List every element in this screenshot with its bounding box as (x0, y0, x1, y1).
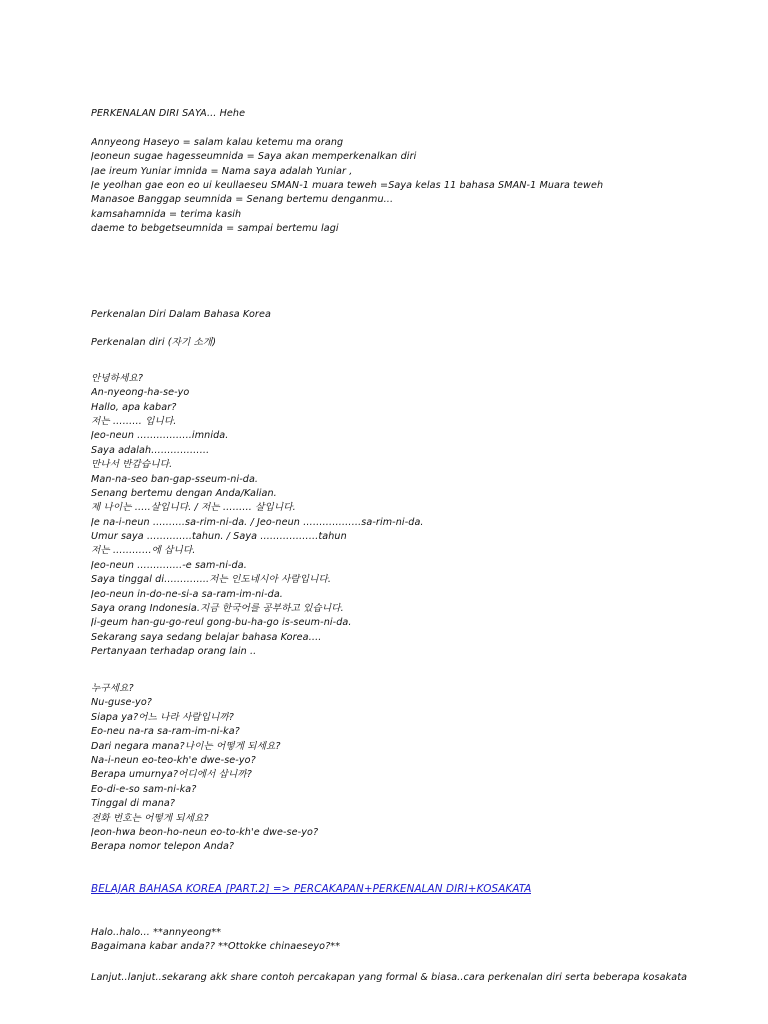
section-intro (91, 107, 603, 237)
text-line: Halo..halo… **annyeong** (91, 927, 222, 938)
text-line: An-nyeong-ha-se-yo (91, 387, 190, 399)
text-line: Ji-geum han-gu-go-reul gong-bu-ha-go is-seum-ni-da. (91, 617, 352, 629)
text-line: Hallo, apa kabar? (91, 401, 177, 413)
text-line: Berapa nomor telepon Anda? (91, 841, 235, 853)
text-line: Bagaimana kabar anda?? **Ottokke chinaeseyo?** (91, 941, 341, 953)
text-line: Saya tinggal di…………..저는 인도네시아 사람입니다. (91, 574, 332, 586)
text-line: daeme to bebgetseumnida = sampai bertemu lagi (91, 223, 339, 235)
text-line: Jeo-neun in-do-ne-si-a sa-ram-im-ni-da. (91, 588, 283, 600)
text-line: Lanjut..lanjut..sekarang akk share contoh percakapan yang formal & biasa..cara perkenalan diri serta beberapa kosakata (91, 971, 688, 983)
text-line: Je na-i-neun ……….sa-rim-ni-da. / Jeo-neun ………………sa-rim-ni-da. (91, 516, 424, 528)
section-conversation (91, 926, 687, 985)
text-line: Senang bertemu dengan Anda/Kalian. (91, 487, 277, 499)
text-line: 제 나이는 …..살입니다. / 저는 ……… 살입니다. (91, 502, 296, 514)
text-line: Saya orang Indonesia.지금 한국어를 공부하고 있습니다. (91, 603, 344, 615)
link-row (91, 882, 531, 896)
text-line: Jeoneun sugae hagesseumnida = Saya akan memperkenalkan diri (91, 151, 417, 163)
part2-link[interactable]: BELAJAR BAHASA KOREA [PART.2] => PERCAKAPAN+PERKENALAN DIRI+KOSAKATA (91, 883, 532, 895)
text-line: Sekarang saya sedang belajar bahasa Korea…. (91, 631, 322, 643)
section-questions (91, 682, 318, 855)
section-subtitle: Perkenalan diri (자기 소개) (91, 337, 217, 349)
text-line: Berapa umurnya?어디에서 삽니까? (91, 769, 252, 781)
text-line: Man-na-seo ban-gap-sseum-ni-da. (91, 473, 259, 485)
text-line: Tinggal di mana? (91, 798, 176, 810)
text-line: Dari negara mana?나이는 어떻게 되세요? (91, 740, 281, 752)
text-line: Umur saya …………..tahun. / Saya ………………tahun (91, 531, 347, 543)
text-line: Saya adalah……………… (91, 444, 210, 456)
section-title: Perkenalan Diri Dalam Bahasa Korea (91, 309, 271, 320)
text-line: Siapa ya?어느 나라 사람입니까? (91, 711, 234, 723)
text-line: Na-i-neun eo-teo-kh'e dwe-se-yo? (91, 754, 256, 766)
text-line: Eo-neu na-ra sa-ram-im-ni-ka? (91, 726, 240, 738)
text-line: 저는 ……… 입니다. (91, 415, 177, 427)
text-line: Eo-di-e-so sam-ni-ka? (91, 783, 197, 795)
text-line: 누구세요? (91, 683, 134, 694)
text-line: Jeo-neun …………..-e sam-ni-da. (91, 559, 247, 571)
text-line: Jeo-neun ……………..imnida. (91, 430, 229, 442)
text-line: 전화 번호는 어떻게 되세요? (91, 812, 209, 824)
section-korean-intro (91, 308, 424, 660)
text-line: Jae ireum Yuniar imnida = Nama saya adalah Yuniar , (91, 165, 353, 177)
text-line: Pertanyaan terhadap orang lain .. (91, 646, 257, 658)
text-line: Je yeolhan gae eon eo ui keullaeseu SMAN-1 muara teweh =Saya kelas 11 bahasa SMAN-1 Muara teweh (91, 179, 604, 191)
text-line: Nu-guse-yo? (91, 697, 152, 709)
text-line: 저는 …………에 삽니다. (91, 545, 196, 557)
text-line: kamsahamnida = terima kasih (91, 208, 242, 220)
text-line: Manasoe Banggap seumnida = Senang bertemu denganmu... (91, 194, 394, 206)
section-title: PERKENALAN DIRI SAYA... Hehe (91, 108, 246, 119)
text-line: 안녕하세요? (91, 372, 144, 384)
text-line: 만나서 반갑습니다. (91, 459, 173, 471)
text-line: Jeon-hwa beon-ho-neun eo-to-kh'e dwe-se-yo? (91, 826, 319, 838)
text-line: Annyeong Haseyo = salam kalau ketemu ma orang (91, 136, 344, 148)
